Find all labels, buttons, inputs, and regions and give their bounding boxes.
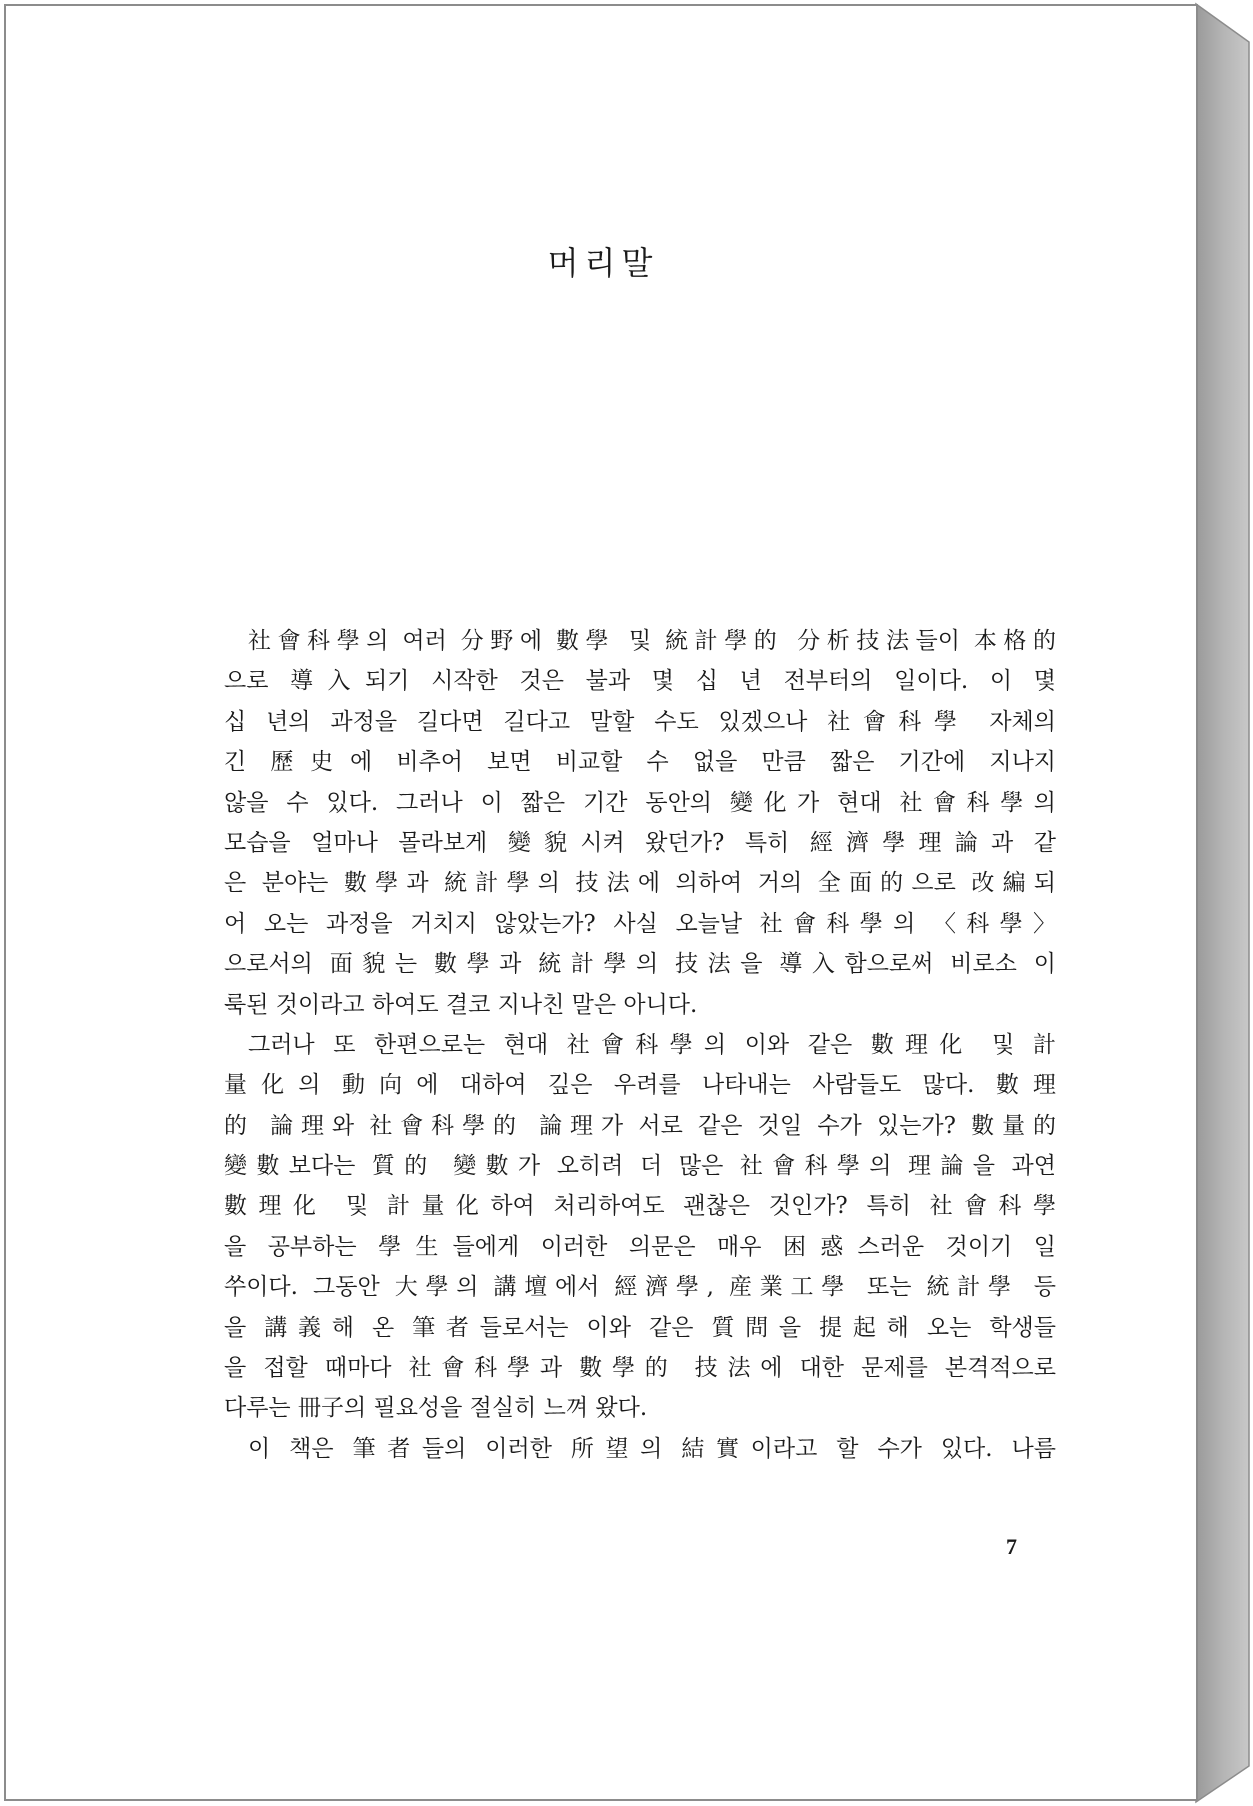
text-line: 으로서의 面貌는 數學과 統計學의 技法을 導入함으로써 비로소 이 [224,951,1056,978]
text-line: 룩된 것이라고 하여도 결코 지나친 말은 아니다. [224,991,698,1018]
text-line: 을 講義해 온 筆者들로서는 이와 같은 質問을 提起해 오는 학생들 [224,1314,1056,1341]
text-line: 을 접할 때마다 社會科學과 數學的 技法에 대한 문제를 본격적으로 [224,1355,1056,1382]
page-number: 7 [1006,1534,1017,1559]
text-line: 數理化 및 計量化하여 처리하여도 괜찮은 것인가? 특히 社會科學 [224,1193,1056,1220]
text-line: 쑤이다. 그동안 大學의 講壇에서 經濟學, 産業工學 또는 統計學 등 [224,1274,1056,1301]
text-line: 으로 導入되기 시작한 것은 불과 몇 십 년 전부터의 일이다. 이 몇 [224,668,1056,695]
text-line: 的 論理와 社會科學的 論理가 서로 같은 것일 수가 있는가? 數量的 [224,1112,1056,1139]
text-line: 社會科學의 여러 分野에 數學 및 統計學的 分析技法들이 本格的 [248,628,1056,654]
text-line: 變數보다는 質的 變數가 오히려 더 많은 社會科學의 理論을 과연 [224,1153,1056,1180]
text-line: 않을 수 있다. 그러나 이 짧은 기간 동안의 變化가 현대 社會科學의 [224,789,1056,816]
text-line: 십 년의 과정을 길다면 길다고 말할 수도 있겠으나 社會科學 자체의 [224,708,1056,735]
text-line: 그러나 또 한편으로는 현대 社會科學의 이와 같은 數理化 및 計 [248,1031,1056,1058]
text-line: 모습을 얼마나 몰라보게 變貌시켜 왔던가? 특히 經濟學理論과 같 [224,829,1056,856]
body-text [224,621,1056,1469]
text-line: 은 분야는 數學과 統計學의 技法에 의하여 거의 全面的으로 改編되 [224,870,1056,897]
text-line: 다루는 冊子의 필요성을 절실히 느껴 왔다. [224,1395,648,1422]
page-title: 머리말 [547,244,659,282]
text-line: 이 책은 筆者들의 이러한 所望의 結實이라고 할 수가 있다. 나름 [248,1435,1056,1462]
book-page [4,4,1198,1801]
text-line: 긴 歷史에 비추어 보면 비교할 수 없을 만큼 짧은 기간에 지나지 [224,749,1056,776]
text-line: 어 오는 과정을 거치지 않았는가? 사실 오늘날 社會科學의 〈科學〉 [224,910,1056,937]
text-line: 을 공부하는 學生들에게 이러한 의문은 매우 困惑스러운 것이기 일 [224,1233,1056,1260]
text-line: 量化의 動向에 대하여 깊은 우려를 나타내는 사람들도 많다. 數理 [224,1072,1056,1099]
